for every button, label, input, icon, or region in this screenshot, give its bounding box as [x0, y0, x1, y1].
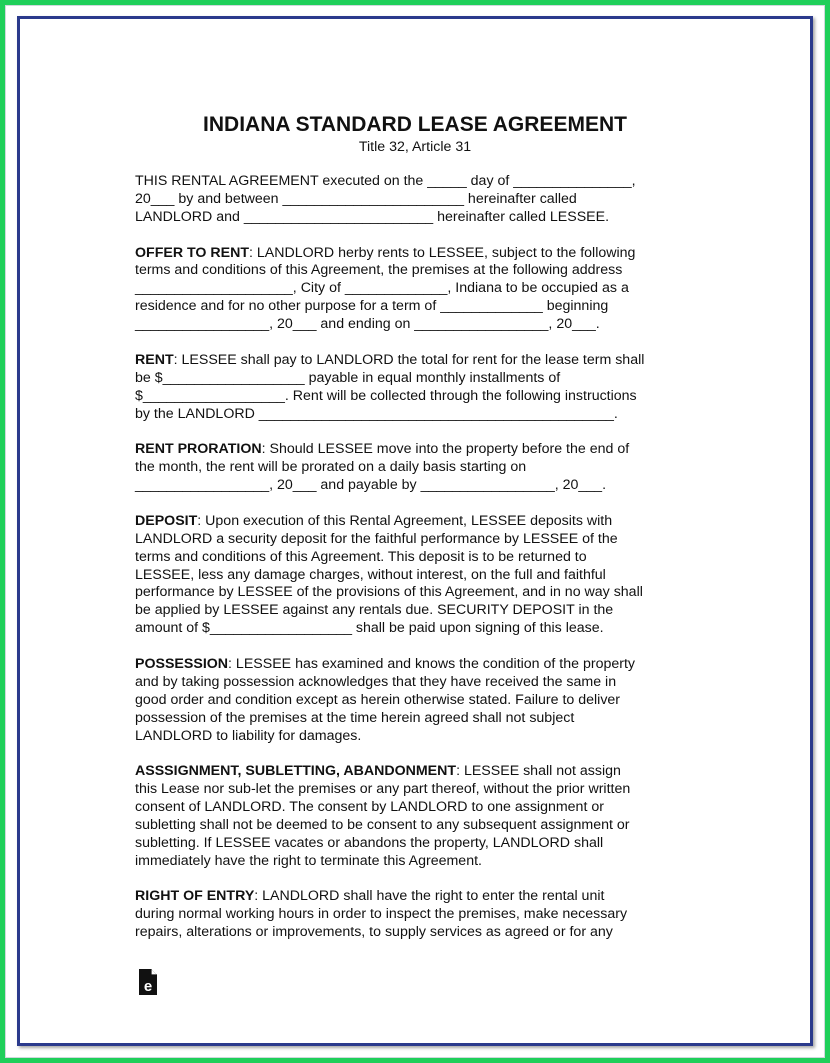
logo-letter: e	[143, 978, 153, 995]
section-paragraph	[135, 656, 705, 746]
section-line: amount of $__________________ shall be paid upon signing of this lease.	[135, 620, 604, 637]
section-paragraph	[135, 513, 705, 638]
intro-paragraph	[135, 173, 705, 227]
section-first-line	[135, 441, 705, 459]
section-line: LANDLORD a security deposit for the faithful performance by LESSEE of the	[135, 530, 618, 547]
document-title: INDIANA STANDARD LEASE AGREEMENT	[203, 113, 627, 136]
document-body	[135, 112, 705, 960]
section-first-line	[135, 763, 705, 781]
section-first-line	[135, 352, 705, 370]
section-line: during normal working hours in order to inspect the premises, make necessary	[135, 906, 628, 923]
section-line: consent of LANDLORD. The consent by LANDLORD to one assignment or	[135, 799, 604, 816]
section-paragraph	[135, 245, 705, 335]
section-paragraph	[135, 763, 705, 870]
section-line: be applied by LESSEE against any rentals due. SECURITY DEPOSIT in the	[135, 602, 614, 619]
section-text: : LANDLORD herby rents to LESSEE, subject to the following	[249, 244, 636, 261]
section-line: _________________, 20___ and payable by _________________, 20___.	[135, 477, 607, 494]
section-first-line	[135, 245, 705, 263]
section-line: good order and condition except as herein otherwise stated. Failure to deliver	[135, 691, 621, 708]
section-text: : Upon execution of this Rental Agreement, LESSEE deposits with	[197, 512, 613, 529]
sections-container	[135, 245, 705, 943]
section-text: : LESSEE shall pay to LANDLORD the total for rent for the lease term shall	[173, 351, 645, 368]
section-text: : LESSEE has examined and knows the condition of the property	[228, 655, 636, 672]
section-heading: RIGHT OF ENTRY	[135, 888, 255, 905]
section-line: terms and conditions of this Agreement, the premises at the following address	[135, 262, 623, 279]
section-line: $__________________. Rent will be collected through the following instructions	[135, 387, 637, 404]
section-line: repairs, alterations or improvements, to supply services as agreed or for any	[135, 924, 613, 941]
section-line: possession of the premises at the time herein agreed shall not subject	[135, 709, 575, 726]
section-heading: DEPOSIT	[135, 512, 198, 529]
intro-line: 20___ by and between _______________________ hereinafter called	[135, 190, 577, 207]
section-heading: RENT	[135, 351, 174, 368]
section-paragraph	[135, 888, 705, 942]
intro-line: THIS RENTAL AGREEMENT executed on the _____ day of _______________,	[135, 173, 636, 189]
section-first-line	[135, 513, 705, 531]
section-text: : LESSEE shall not assign	[456, 763, 621, 780]
section-line: subletting shall not be deemed to be consent to any subsequent assignment or	[135, 816, 630, 833]
section-text: : LANDLORD shall have the right to enter the rental unit	[254, 888, 605, 905]
section-line: _________________, 20___ and ending on _________________, 20___.	[135, 316, 600, 333]
intro-line: LANDLORD and ________________________ hereinafter called LESSEE.	[135, 208, 610, 225]
document-subtitle: Title 32, Article 31	[358, 139, 472, 155]
section-line: LANDLORD to liability for damages.	[135, 727, 362, 744]
section-heading: RENT PRORATION	[135, 441, 262, 458]
section-paragraph	[135, 352, 705, 424]
section-paragraph	[135, 441, 705, 495]
section-line: performance by LESSEE of the provisions of this Agreement, and in no way shall	[135, 584, 643, 601]
section-line: by the LANDLORD _____________________________________________.	[135, 405, 618, 422]
section-first-line	[135, 888, 705, 906]
section-line: ____________________, City of _____________, Indiana to be occupied as a	[135, 280, 629, 297]
section-line: the month, the rent will be prorated on a daily basis starting on	[135, 459, 527, 476]
section-first-line	[135, 656, 705, 674]
section-line: residence and for no other purpose for a term of _____________ beginning	[135, 298, 609, 315]
section-line: subletting. If LESSEE vacates or abandons the property, LANDLORD shall	[135, 834, 604, 851]
section-heading: POSSESSION	[135, 655, 229, 672]
section-text: : Should LESSEE move into the property before the end of	[261, 441, 630, 458]
section-line: and by taking possession acknowledges that they have received the same in	[135, 673, 617, 690]
section-line: immediately have the right to terminate this Agreement.	[135, 852, 482, 869]
document-e-icon	[137, 968, 159, 996]
section-line: LESSEE, less any damage charges, without interest, on the full and faithful	[135, 566, 606, 583]
section-heading: ASSSIGNMENT, SUBLETTING, ABANDONMENT	[135, 763, 457, 780]
section-heading: OFFER TO RENT	[135, 244, 250, 261]
section-line: this Lease nor sub-let the premises or any part thereof, without the prior written	[135, 781, 631, 798]
section-line: be $__________________ payable in equal monthly installments of	[135, 369, 561, 386]
section-line: terms and conditions of this Agreement. This deposit is to be returned to	[135, 548, 587, 565]
